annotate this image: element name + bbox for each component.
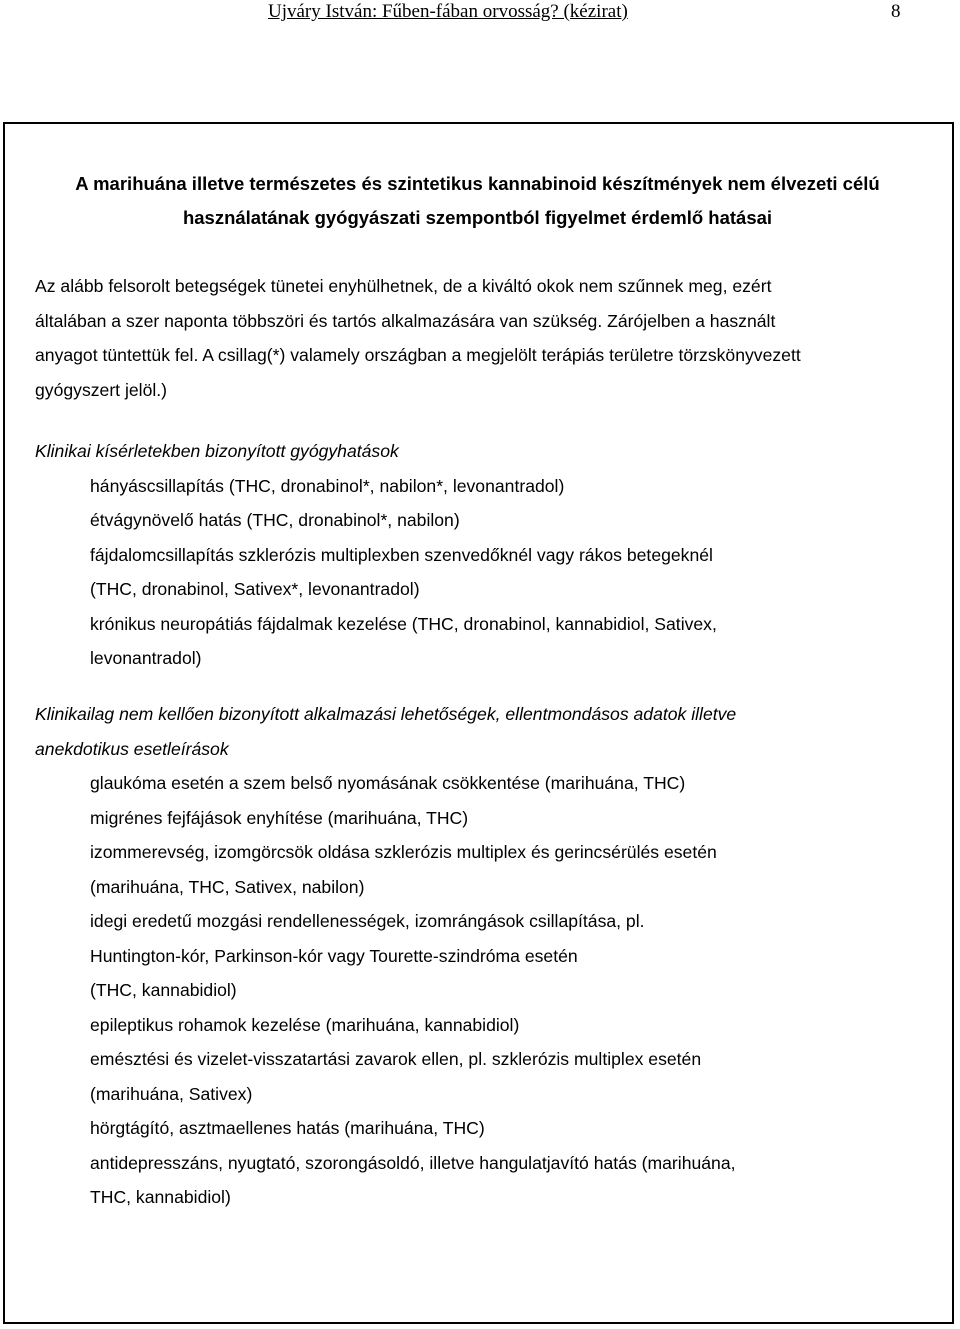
effects-list <box>35 766 920 1215</box>
list-item: migrénes fejfájások enyhítése (marihuána, THC) <box>90 807 469 828</box>
list-item: epileptikus rohamok kezelése (marihuána, kannabidiol) <box>90 1014 520 1035</box>
list-item: antidepresszáns, nyugtató, szorongásoldó, illetve hangulatjavító hatás (marihuána, <box>90 1152 736 1173</box>
effects-list <box>35 469 920 676</box>
intro-line: gyógyszert jelöl.) <box>35 379 168 400</box>
intro-line: általában a szer naponta többszöri és tartós alkalmazására van szükség. Zárójelben a használt <box>35 310 776 331</box>
list-item: krónikus neuropátiás fájdalmak kezelése (THC, dronabinol, kannabidiol, Sativex, <box>90 613 717 634</box>
list-item: fájdalomcsillapítás szklerózis multiplexben szenvedőknél vagy rákos betegeknél <box>90 544 713 565</box>
list-item: izommerevség, izomgörcsök oldása szklerózis multiplex és gerincsérülés esetén <box>90 842 717 862</box>
main-heading-line: A marihuána illetve természetes és szintetikus kannabinoid készítmények nem élvezeti célú <box>75 173 880 194</box>
intro-paragraph <box>35 269 920 407</box>
intro-line: Az alább felsorolt betegségek tünetei enyhülhetnek, de a kiváltó okok nem szűnnek meg, ezért <box>35 276 772 296</box>
intro-line: anyagot tüntettük fel. A csillag(*) valamely országban a megjelölt terápiás területre törzskönyvezett <box>35 345 801 365</box>
list-item: Huntington-kór, Parkinson-kór vagy Tourette-szindróma esetén <box>90 945 578 966</box>
list-item: hörgtágító, asztmaellenes hatás (marihuána, THC) <box>90 1118 485 1138</box>
list-item: idegi eredetű mozgási rendellenességek, izomrángások csillapítása, pl. <box>90 911 645 931</box>
list-item: THC, kannabidiol) <box>90 1187 231 1207</box>
list-item: glaukóma esetén a szem belső nyomásának csökkentése (marihuána, THC) <box>90 773 686 793</box>
section-title-line: Klinikai kísérletekben bizonyított gyógyhatások <box>35 441 399 461</box>
list-item: (marihuána, Sativex) <box>90 1083 253 1104</box>
page-number: 8 <box>891 1 901 22</box>
list-item: emésztési és vizelet-visszatartási zavarok ellen, pl. szklerózis multiplex esetén <box>90 1049 702 1069</box>
section-title-line: anekdotikus esetleírások <box>35 738 229 759</box>
section-unproven-effects <box>35 697 920 1215</box>
main-heading <box>35 167 920 235</box>
section-title <box>35 697 920 766</box>
list-item: (THC, dronabinol, Sativex*, levonantradol) <box>90 579 420 599</box>
list-item: étvágynövelő hatás (THC, dronabinol*, nabilon) <box>90 510 460 530</box>
section-title-line: Klinikailag nem kellően bizonyított alkalmazási lehetőségek, ellentmondásos adatok illetve <box>35 704 737 724</box>
running-header-title: Ujváry István: Fűben-fában orvosság? (kézirat) <box>268 1 628 22</box>
list-item: hányáscsillapítás (THC, dronabinol*, nabilon*, levonantradol) <box>90 475 565 496</box>
section-proven-effects <box>35 434 920 676</box>
running-header <box>0 0 960 40</box>
section-title <box>35 434 920 469</box>
list-item: (THC, kannabidiol) <box>90 980 237 1000</box>
main-heading-line: használatának gyógyászati szempontból figyelmet érdemlő hatásai <box>182 207 773 228</box>
list-item: (marihuána, THC, Sativex, nabilon) <box>90 876 365 897</box>
list-item: levonantradol) <box>90 648 202 668</box>
